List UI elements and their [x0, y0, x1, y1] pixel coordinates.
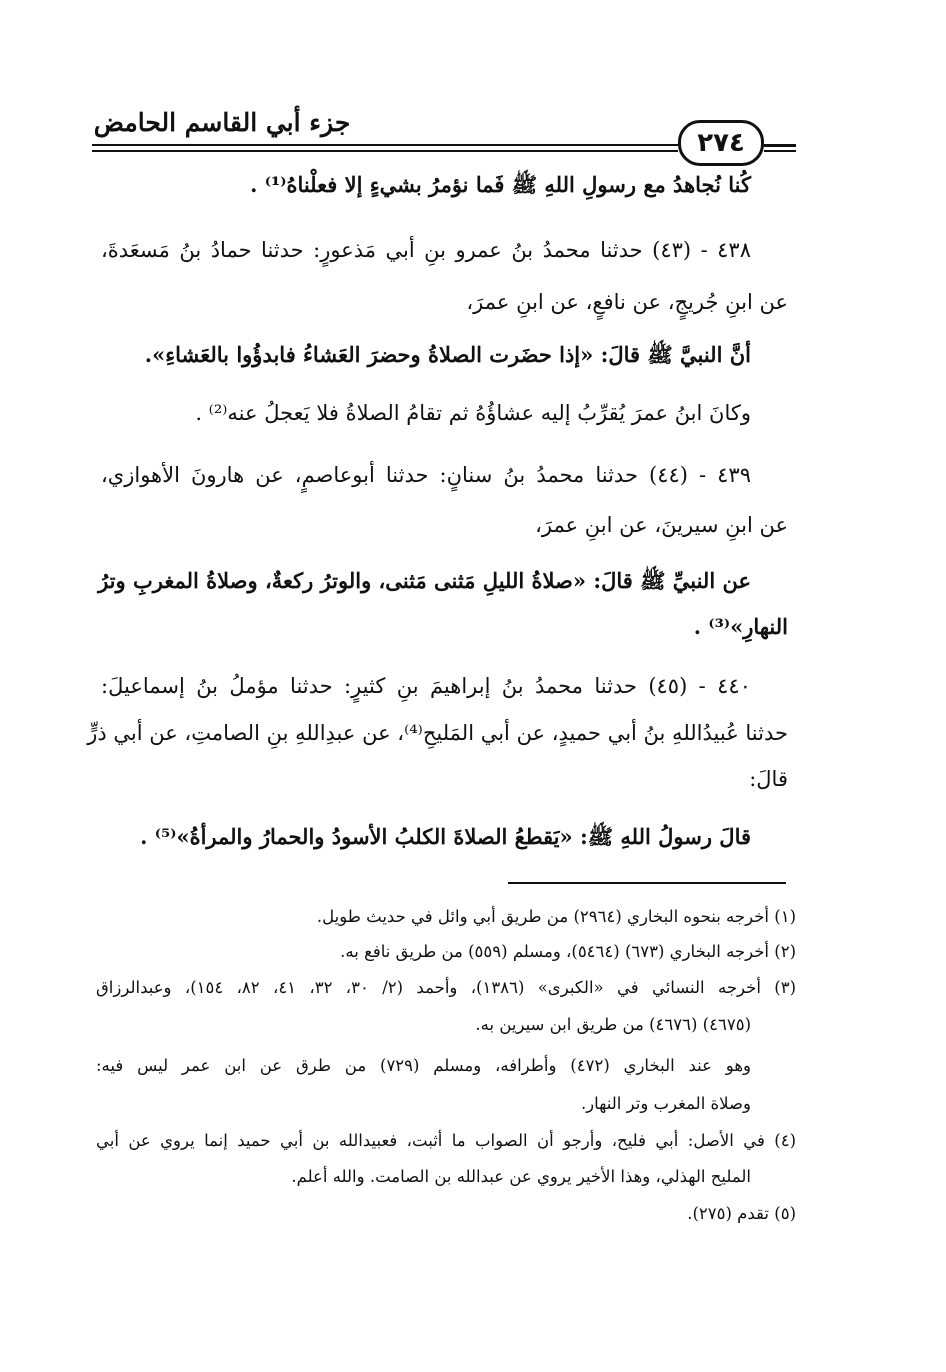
footnote-2: (٢) أخرجه البخاري (٦٧٣) (٥٤٦٤)، ومسلم (٥٥٩) من طريق نافع به. [340, 942, 796, 961]
footnote-3-cont-1: (٤٦٧٥) (٤٦٧٦) من طريق ابن سيرين به. [475, 1015, 751, 1034]
text-line-6: ٤٣٩ - (٤٤) حدثنا محمدُ بنُ سنانٍ: حدثنا أبوعاصمٍ، عن هارونَ الأهوازي، [101, 463, 751, 487]
running-header-title: جزء أبي القاسم الحامض [93, 108, 351, 137]
text-line-9: النهارِ»⁽³⁾ . [693, 614, 788, 639]
header-rule-right-top [764, 144, 796, 147]
text-line-13: قالَ رسولُ اللهِ ﷺ: «يَقطعُ الصلاةَ الكلبُ الأسودُ والحمارُ والمرأةُ»⁽⁵⁾ . [140, 824, 751, 849]
footnote-3-cont-3: وصلاة المغرب وتر النهار. [580, 1094, 751, 1113]
text-line-1: كُنا نُجاهدُ مع رسولِ اللهِ ﷺ فَما نؤمرُ بشيءٍ إلا فعلْناهُ⁽¹⁾ . [250, 172, 751, 197]
header-rule-bottom [92, 150, 678, 152]
text-line-10: ٤٤٠ - (٤٥) حدثنا محمدُ بنُ إبراهيمَ بنِ كثيرٍ: حدثنا مؤملُ بنُ إسماعيلَ: [101, 674, 751, 698]
text-line-4: أنَّ النبيَّ ﷺ قالَ: «إذا حضَرت الصلاةُ وحضرَ العَشاءُ فابدؤُوا بالعَشاءِ». [144, 342, 751, 367]
page-number-badge: ٢٧٤ [678, 120, 764, 166]
footnote-4: (٤) في الأصل: أبي فليح، وأرجو أن الصواب ما أثبت، فعبيدالله بن أبي حميد إنما يروي عن أبي [96, 1131, 796, 1150]
text-line-11: حدثنا عُبيدُاللهِ بنُ أبي حميدٍ، عن أبي المَليحِ⁽⁴⁾، عن عبدِاللهِ بنِ الصامتِ، عن أبي ذرٍّ [87, 721, 788, 745]
footnote-4-cont: المليح الهذلي، وهذا الأخير يروي عن عبدالله بن الصامت. والله أعلم. [291, 1167, 751, 1186]
footnote-5: (٥) تقدم (٢٧٥). [687, 1204, 796, 1223]
text-line-3: عن ابنِ جُريجٍ، عن نافعٍ، عن ابنِ عمرَ، [466, 290, 788, 314]
footnote-3-cont-2: وهو عند البخاري (٤٧٢) وأطرافه، ومسلم (٧٢٩) من طرق عن ابن عمر ليس فيه: [96, 1056, 751, 1075]
text-line-12: قالَ: [749, 767, 788, 791]
text-line-8: عن النبيِّ ﷺ قالَ: «صلاةُ الليلِ مَثنى مَثنى، والوترُ ركعةٌ، وصلاةُ المغربِ وترُ [98, 568, 751, 593]
footnote-1: (١) أخرجه بنحوه البخاري (٢٩٦٤) من طريق أبي وائل في حديث طويل. [316, 907, 796, 926]
footnote-3: (٣) أخرجه النسائي في «الكبرى» (١٣٨٦)، وأحمد (٢/ ٣٠، ٣٢، ٤١، ٨٢، ١٥٤)، وعبدالرزاق [96, 978, 796, 997]
header-rule-right-bottom [764, 150, 796, 152]
text-line-7: عن ابنِ سيرينَ، عن ابنِ عمرَ، [535, 513, 788, 537]
header-rule-top [92, 144, 678, 146]
text-line-5: وكانَ ابنُ عمرَ يُقرِّبُ إليه عشاؤُهُ ثم تقامُ الصلاةُ فلا يَعجلُ عنه⁽²⁾ . [195, 401, 751, 425]
text-line-2: ٤٣٨ - (٤٣) حدثنا محمدُ بنُ عمرو بنِ أبي مَذعورٍ: حدثنا حمادُ بنُ مَسعَدةَ، [101, 238, 751, 262]
footnote-separator [508, 882, 786, 884]
